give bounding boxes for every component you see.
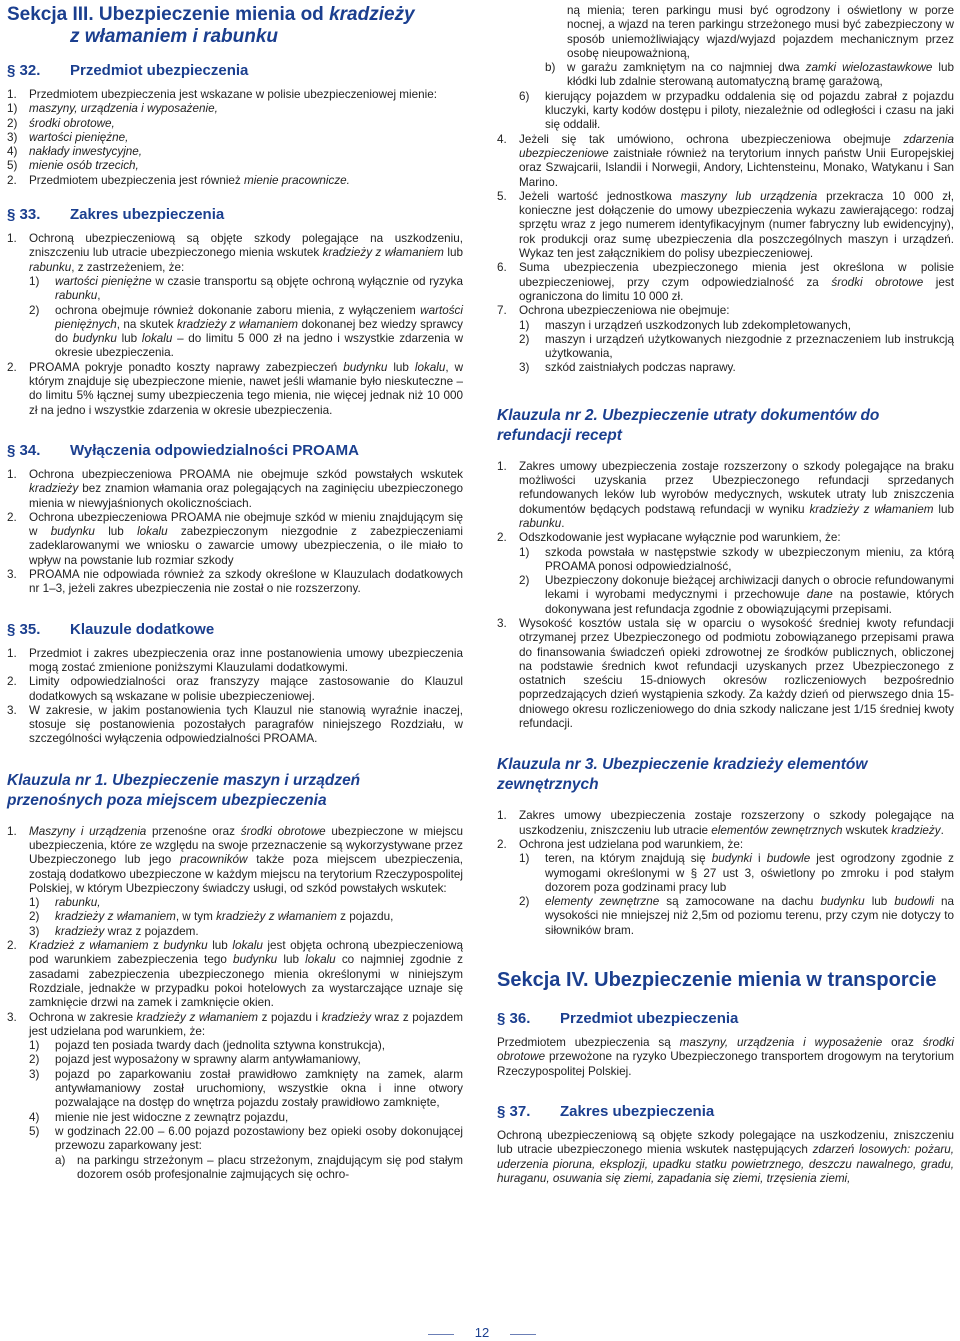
paragraph-34-heading [7,442,463,460]
paragraph-32-heading [7,62,463,80]
page-footer [428,1325,536,1341]
paragraph-title: Zakres ubezpieczenia [70,206,225,224]
list-item: 4) mienie nie jest widoczne z zewnątrz pojazdu, [29,1110,289,1124]
list-item: b) w garażu zamkniętym na co najmniej dwa zamki wielozastawkowe lub kłódki lub zdalnie sterowaną automatyczną bramę garażową, [545,61,954,89]
paragraph-number: § 35. [7,620,41,638]
paragraph-number: § 37. [497,1102,531,1120]
list-item: 1) teren, na którym znajdują się budynki i budowle jest ogrodzony zgodnie z wymogami określonymi w § 27 ust 3, oświetlony po zmroku i pod stałym dozorem poza godzinami pracy lub [519,852,954,894]
list-item: 3) pojazd po zaparkowaniu został prawidłowo zamknięty na zamek, alarm antywłamaniowy został uruchomiony, wszystkie okna i inne otwory pozwalające na dostęp do wnętrza pojazdu zostały prawidłowo zamknięte, [29,1067,463,1110]
list-item: a) na parkingu strzeżonym – placu strzeżonym, znajdującym się pod stałym dozorem osób profesjonalnie zajmujących się ochro- [55,1153,463,1181]
paragraph-title: Wyłączenia odpowiedzialności PROAMA [70,441,359,459]
list-item: 2. Przedmiotem ubezpieczenia jest również mienie pracownicze. [7,173,350,187]
list-item: 6) kierujący pojazdem w przypadku oddalenia się od pojazdu zabrał z pojazdu kluczyki, karty kodów dostępu i piloty, niezależnie od odległości i czasu na jaki się oddalił. [519,89,954,132]
list-item: 1) maszyn i urządzeń uszkodzonych lub zdekompletowanych, [519,318,851,332]
list-item: 5) mienie osób trzecich, [7,159,139,173]
list-item-continuation: ną mienia; teren parkingu musi być ogrodzony i oświetlony w porze nocnej, a wjazd na teren parkingu strzeżonego musi być zabezpieczony w sposób uniemożliwiający wjazd/wyjazd pojazdem mechanicznym przez osobę nieupoważnioną, [567,4,954,60]
list-item: 1) wartości pieniężne w czasie transportu są objęte ochroną wyłącznie od ryzyka rabunku, [29,274,463,303]
paragraph-number: § 34. [7,441,41,459]
list-item: 2) pojazd jest wyposażony w sprawny alarm antywłamaniowy, [29,1053,361,1067]
list-item: 3. Wysokość kosztów ustala się w oparciu o wysokość średniej kwoty refundacji otrzymanej przez Ubezpieczonego od podmiotu zobowiązanego przepisami prawa do finansowania świadczeń opieki zdrowotnej ze środków publicznych, obliczonej na podstawie średnich kwot refundacji uzyskanych przez Ubezpieczonego z ostatnich sześciu 15-dniowych okresów rozliczeniowych bezpośrednio poprzedzających dzień wystąpienia szkody. Za każdy dzień od pierwszego dnia 15-dniowego okresu rozliczeniowego do dnia szkody naliczane jest 1/15 średniej kwoty refundacji. [497,616,954,731]
section-3-title [7,4,463,48]
paragraph-number: § 33. [7,206,41,224]
paragraph-37-text: Ochroną ubezpieczeniową są objęte szkody polegające na uszkodzeniu, zniszczeniu lub utracie ubezpieczonego mienia wskutek następujących zdarzeń losowych: pożaru, uderzenia pioruna, eksplozji, upadku statku powietrznego, deszczu nawalnego, gradu, huraganu, osuwania się ziemi, zapadania się ziemi, trzęsienia ziemi, [497,1128,955,1185]
list-item: 5) w godzinach 22.00 – 6.00 pojazd pozostawiony bez opieki osoby dokonującej przewozu zaparkowany jest: [29,1124,463,1153]
list-item: 1) pojazd ten posiada twardy dach (jednolita sztywna konstrukcja), [29,1039,386,1053]
list-item: 2) kradzieży z włamaniem, w tym kradzieży z włamaniem z pojazdu, [29,910,394,924]
list-item: 3. PROAMA nie odpowiada również za szkody określone w Klauzulach dodatkowych nr 1–3, jeżeli zakres ubezpieczenia nie został o nie rozszerzony. [7,568,463,596]
list-item: 4. Jeżeli się tak umówiono, ochrona ubezpieczeniowa obejmuje zdarzenia ubezpieczeniowe zaistniałe również na terytorium innych państw Unii Europejskiej oraz Szwajcarii, Islandii i Norwegii, Andory, Lichtensteinu, Monako, Watykanu i San Marino. [497,132,954,189]
section-3-title-line1b: kradzieży [329,4,415,25]
paragraph-number: § 36. [497,1010,531,1028]
paragraph-title: Przedmiot ubezpieczenia [70,62,249,79]
clause-2-title: Klauzula nr 2. Ubezpieczenie utraty dokumentów do refundacji recept [497,406,880,444]
list-item: 6. Suma ubezpieczenia ubezpieczonego mienia jest określona w polisie ubezpieczeniowej, przy czym odpowiedzialność za środki obrotowe jest ograniczona do limitu 10 000 zł. [497,261,954,303]
list-item: 2. Ochrona ubezpieczeniowa PROAMA nie obejmuje szkód w mieniu znajdującym się w budynku lub lokalu zabezpieczonym niezgodnie z zabezpieczeniami zadeklarowanymi we wniosku o zawarcie umowy ubezpieczenia, o ile miało to wpływ na powstanie lub rozmiar szkody [7,510,464,567]
paragraph-title: Zakres ubezpieczenia [560,1102,715,1120]
list-item: 1. Maszyny i urządzenia przenośne oraz środki obrotowe ubezpieczone w miejscu ubezpieczenia, które ze względu na swoje przeznaczenie są wykorzystywane przez Ubezpieczonego lub jego pracowników także poza miejscem ubezpieczenia, zostają dodatkowo ubezpieczone w każdym miejscu na terytorium Rzeczypospolitej Polskiej, w którym Ubezpieczony świadczy usługi, od szkód powstałych wskutek: [7,824,463,895]
list-item: 2. Odszkodowanie jest wypłacane wyłącznie pod warunkiem, że: [497,531,841,545]
list-item: 3) wartości pieniężne, [7,130,129,144]
list-item: 1. Zakres umowy ubezpieczenia zostaje rozszerzony o szkody polegające na uszkodzeniu, zniszczeniu lub utracie elementów zewnętrznych wskutek kradzieży. [497,809,954,837]
paragraph-37-heading [497,1103,954,1121]
list-item: 2) elementy zewnętrzne są zamocowane na dachu budynku lub budowli na wysokości nie mniejszej niż 2,5m od poziomu terenu, przy czym nie dotyczy to siłowników bram. [519,895,955,937]
paragraph-36-text: Przedmiotem ubezpieczenia są maszyny, urządzenia i wyposażenie oraz środki obrotowe przewożone na ryzyko Ubezpieczonego transportem drogowym na terytorium Rzeczypospolitej Polskiej. [497,1036,954,1078]
list-item: 2. Limity odpowiedzialności oraz franszyzy mające zastosowanie do Klauzul dodatkowych są wskazane w polisie ubezpieczeniowej. [7,675,463,703]
clause-1-title: Klauzula nr 1. Ubezpieczenie maszyn i urządzeń przenośnych poza miejscem ubezpieczenia [7,771,361,809]
list-item: 2. Kradzież z włamaniem z budynku lub lokalu jest objęta ochroną ubezpieczeniową pod warunkiem zabezpieczenia tego budynku lub lokalu co najmniej zgodnie z zasadami zabezpieczenia ubezpieczonego mienia określonymi w niniejszym Rozdziale, jednakże w przypadku pokoi hotelowych za wystarczające uznaje się zamknięcie drzwi na zamek i zamknięcie okien. [7,939,463,1010]
list-item: 2) Ubezpieczony dokonuje bieżącej archiwizacji danych o obrocie refundowanymi lekami i wyrobami medycznymi i przechowuje dane na postawie, których dokonywana jest refundacja zgodnie z obowiązującymi przepisami. [519,574,954,616]
list-item: 2) ochrona obejmuje również dokonanie zaboru mienia, z wyłączeniem wartości pieniężnych, na skutek kradzieży z włamaniem dokonanej bez wiedzy sprawcy do budynku lub lokalu – do limitu 5 000 zł na jedno i wszystkie zdarzenia w okresie ubezpieczenia. [29,303,464,360]
list-item: 3. Ochrona w zakresie kradzieży z włamaniem z pojazdu i kradzieży wraz z pojazdem jest udzielana pod warunkiem, że: [7,1010,463,1038]
list-item: 2. Ochrona jest udzielana pod warunkiem, że: [497,837,744,851]
list-item: 1) maszyny, urządzenia i wyposażenie, [7,102,218,116]
clause-3-title: Klauzula nr 3. Ubezpieczenie kradzieży elementów zewnętrznych [497,756,868,794]
list-item: 1. Zakres umowy ubezpieczenia zostaje rozszerzony o szkody polegające na braku możliwości uzyskania przez Ubezpieczonego refundacji sprzedanych refundowanych leków lub wyrobów medycznych, wskutek utraty lub zniszczenia dokumentów będących podstawą refundacji w wyniku kradzieży z włamaniem lub rabunku. [497,459,954,530]
paragraph-number: § 32. [7,62,41,79]
list-item: 1. Przedmiotem ubezpieczenia jest wskazane w polisie ubezpieczeniowej mienie: [7,88,437,101]
right-column [497,4,954,1186]
list-item: 4) nakłady inwestycyjne, [7,145,143,159]
list-item: 2. PROAMA pokryje ponadto koszty naprawy zabezpieczeń budynku lub lokalu, w którym znajduje się ubezpieczone mienie, nawet jeśli włamanie było nieskuteczne – do limitu 5% łącznej sumy ubezpieczenia tego mienia, nie więcej jednak niż 10 000 zł na jedno i wszystkie zdarzenia w okresie ubezpieczenia. [7,360,464,417]
list-item: 1) rabunku, [29,896,101,910]
paragraph-title: Przedmiot ubezpieczenia [560,1010,739,1028]
list-item: 2) środki obrotowe, [7,116,115,130]
list-item: 3. W zakresie, w jakim postanowienia tych Klauzul nie stanowią wyraźnie inaczej, stosuje się postanowienia pozostałych paragrafów niniejszego Rozdziału, w szczególności wyłączenia odpowiedzialności PROAMA. [7,703,463,746]
list-item: 2) maszyn i urządzeń użytkowanych niezgodnie z przeznaczeniem lub instrukcją użytkowania, [519,332,954,361]
section-3-title-line2: z włamaniem i rabunku [70,26,278,47]
section-3-title-line1a: Sekcja III. Ubezpieczenie mienia od [7,4,330,25]
list-item: 1) szkoda powstała w następstwie szkody w ubezpieczonym mieniu, za którą PROAMA ponosi odpowiedzialność, [519,545,954,573]
paragraph-title: Klauzule dodatkowe [70,620,215,638]
section-4-title: Sekcja IV. Ubezpieczenie mienia w transporcie [497,969,937,992]
paragraph-36-heading [497,1010,954,1028]
list-item: 3) kradzieży wraz z pojazdem. [29,924,199,938]
list-item: 1. Przedmiot i zakres ubezpieczenia oraz inne postanowienia umowy ubezpieczenia mogą zostać zmienione poniższymi Klauzulami dodatkowymi. [7,646,463,674]
page-number: 12 [474,1325,490,1340]
list-item: 5. Jeżeli wartość jednostkowa maszyny lub urządzenia przekracza 10 000 zł, konieczne jest dołączenie do umowy ubezpieczenia wykazu zawierającego: rodzaj sprzętu wraz z jego numerem identyfikacyjnym (numer fabryczny lub ewidencyjny), rok produkcji oraz sumę ubezpieczenia dla poszczególnych maszyn i urządzeń. Wykaz ten jest załącznikiem do polisy ubezpieczeniowej. [497,189,954,261]
list-item: 1. Ochrona ubezpieczeniowa PROAMA nie obejmuje szkód powstałych wskutek kradzieży bez znamion włamania oraz polegających na zaginięciu ubezpieczonego mienia w niewyjaśnionych okolicznościach. [7,467,463,510]
paragraph-33-heading [7,206,463,224]
left-column [7,4,463,1182]
list-item: 7. Ochrona ubezpieczeniowa nie obejmuje: [497,304,730,318]
list-item: 1. Ochroną ubezpieczeniową są objęte szkody polegające na uszkodzeniu, zniszczeniu lub utracie ubezpieczonego mienia wskutek kradzieży z włamaniem lub rabunku, z zastrzeżeniem, że: [7,232,463,274]
list-item: 3) szkód zaistniałych podczas naprawy. [519,361,736,375]
paragraph-35-heading [7,621,463,639]
